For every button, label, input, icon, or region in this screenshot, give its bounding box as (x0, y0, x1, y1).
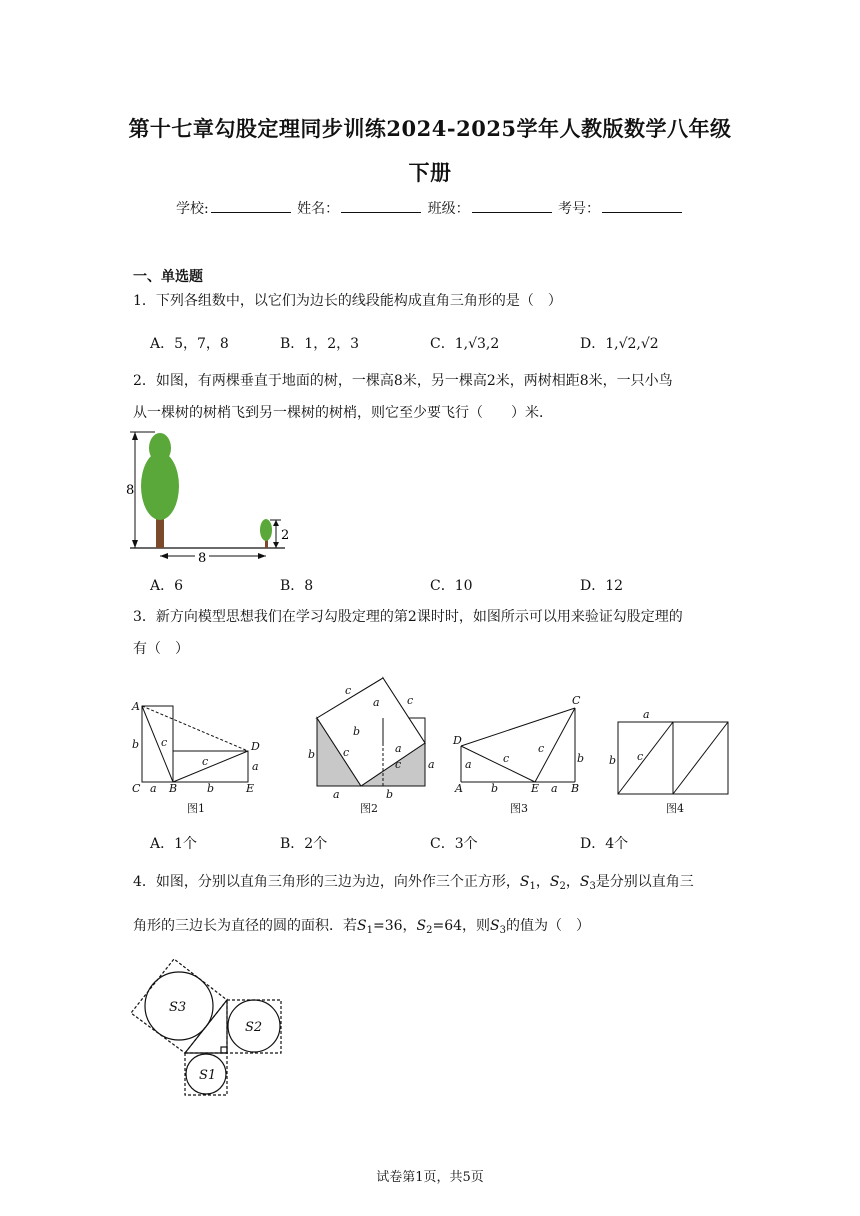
tree-distance-label: 8 (198, 551, 207, 566)
q1-option-d: D．1,√2,√2 (580, 336, 659, 352)
q2-stem-line2: 从一棵树的树梢飞到另一棵树的树梢，则它至少要飞行（ ）米． (133, 405, 553, 421)
svg-text:b: b (353, 725, 361, 738)
svg-text:c: c (202, 755, 209, 768)
big-tree-height-label: 8 (126, 483, 135, 498)
caption-fig1: 图1 (187, 802, 205, 815)
page-footer: 试卷第1页，共5页 (376, 1170, 484, 1185)
svg-text:B: B (169, 782, 178, 795)
caption-fig4: 图4 (666, 802, 684, 815)
school-blank (211, 200, 291, 213)
svg-text:a: a (465, 758, 472, 771)
svg-text:D: D (251, 740, 260, 753)
s3-label: S3 (169, 1000, 187, 1015)
svg-text:E: E (531, 782, 540, 795)
figure-3 (452, 694, 584, 795)
svg-text:a: a (395, 742, 402, 755)
caption-fig3: 图3 (510, 802, 528, 815)
q4-stem-line1: 4．如图，分别以直角三角形的三边为边，向外作三个正方形，$S_1$，$S_2$，$S_3$是分别以直角三 (133, 874, 694, 892)
q1-option-a: A．5，7，8 (150, 336, 229, 352)
svg-text:C: C (572, 694, 581, 707)
svg-text:b: b (386, 788, 394, 801)
q1-stem: 1．下列各组数中，以它们为边长的线段能构成直角三角形的是（ ） (133, 293, 562, 309)
svg-text:D: D (453, 734, 462, 747)
svg-text:B: B (571, 782, 580, 795)
svg-text:c: c (637, 750, 644, 763)
svg-text:a: a (643, 708, 650, 721)
s1-label: S1 (199, 1068, 217, 1083)
class-label: 班级： (427, 201, 470, 217)
caption-fig2: 图2 (360, 802, 378, 815)
svg-text:a: a (252, 760, 259, 773)
svg-text:A: A (455, 782, 463, 795)
svg-text:c: c (345, 684, 352, 697)
svg-text:a: a (333, 788, 340, 801)
svg-text:c: c (343, 746, 350, 759)
q3-stem-line2: 有（ ） (133, 641, 189, 657)
svg-text:b: b (207, 782, 215, 795)
q3-option-c: C．3个 (430, 836, 478, 852)
section-heading: 一、单选题 (133, 269, 203, 285)
q2-option-c: C．10 (430, 578, 473, 594)
name-blank (341, 200, 421, 213)
q2-option-a: A．6 (150, 578, 184, 594)
q2-option-d: D．12 (580, 578, 624, 594)
svg-text:b: b (609, 754, 617, 767)
svg-text:a: a (428, 758, 435, 771)
figure-4 (609, 708, 728, 794)
svg-text:a: a (551, 782, 558, 795)
svg-text:c: c (161, 736, 168, 749)
s2-label: S2 (245, 1020, 263, 1035)
svg-text:a: a (150, 782, 157, 795)
name-label: 姓名： (297, 201, 340, 217)
figure-1 (131, 700, 260, 795)
svg-text:E: E (246, 782, 255, 795)
doc-title-line1: 第十七章勾股定理同步训练2024-2025学年人教版数学八年级 (128, 116, 732, 141)
svg-text:b: b (577, 752, 585, 765)
svg-text:c: c (503, 752, 510, 765)
q2-option-b: B．8 (280, 578, 314, 594)
svg-text:A: A (132, 700, 140, 713)
school-label: 学校: (175, 201, 209, 217)
svg-text:c: c (407, 694, 414, 707)
doc-title-line2: 下册 (408, 160, 452, 185)
svg-text:c: c (395, 758, 402, 771)
svg-text:c: c (538, 742, 545, 755)
exam-no-label: 考号： (558, 201, 601, 217)
q2-stem-line1: 2．如图，有两棵垂直于地面的树，一棵高8米，另一棵高2米，两树相距8米，一只小鸟 (133, 373, 673, 389)
q4-stem-line2: 角形的三边长为直径的圆的面积．若$S_1=36$，$S_2=64$，则$S_3$的值为（ ） (133, 918, 590, 936)
q3-figures (125, 668, 740, 823)
q4-squares-figure (125, 955, 290, 1100)
q3-option-d: D．4个 (580, 836, 629, 852)
svg-text:a: a (373, 696, 380, 709)
svg-text:b: b (491, 782, 499, 795)
class-blank (472, 200, 552, 213)
q1-option-b: B．1，2，3 (280, 336, 360, 352)
q2-tree-figure (125, 428, 305, 568)
svg-text:b: b (308, 748, 316, 761)
svg-text:b: b (132, 738, 140, 751)
figure-2 (308, 678, 435, 801)
exam-no-blank (602, 200, 682, 213)
q3-stem-line1: 3．新方向模型思想我们在学习勾股定理的第2课时时，如图所示可以用来验证勾股定理的 (133, 609, 683, 625)
student-info-line (0, 198, 860, 218)
q3-option-a: A．1个 (150, 836, 198, 852)
small-tree-height-label: 2 (281, 528, 290, 543)
svg-text:C: C (132, 782, 141, 795)
q1-option-c: C．1,√3,2 (430, 336, 500, 352)
q3-option-b: B．2个 (280, 836, 328, 852)
